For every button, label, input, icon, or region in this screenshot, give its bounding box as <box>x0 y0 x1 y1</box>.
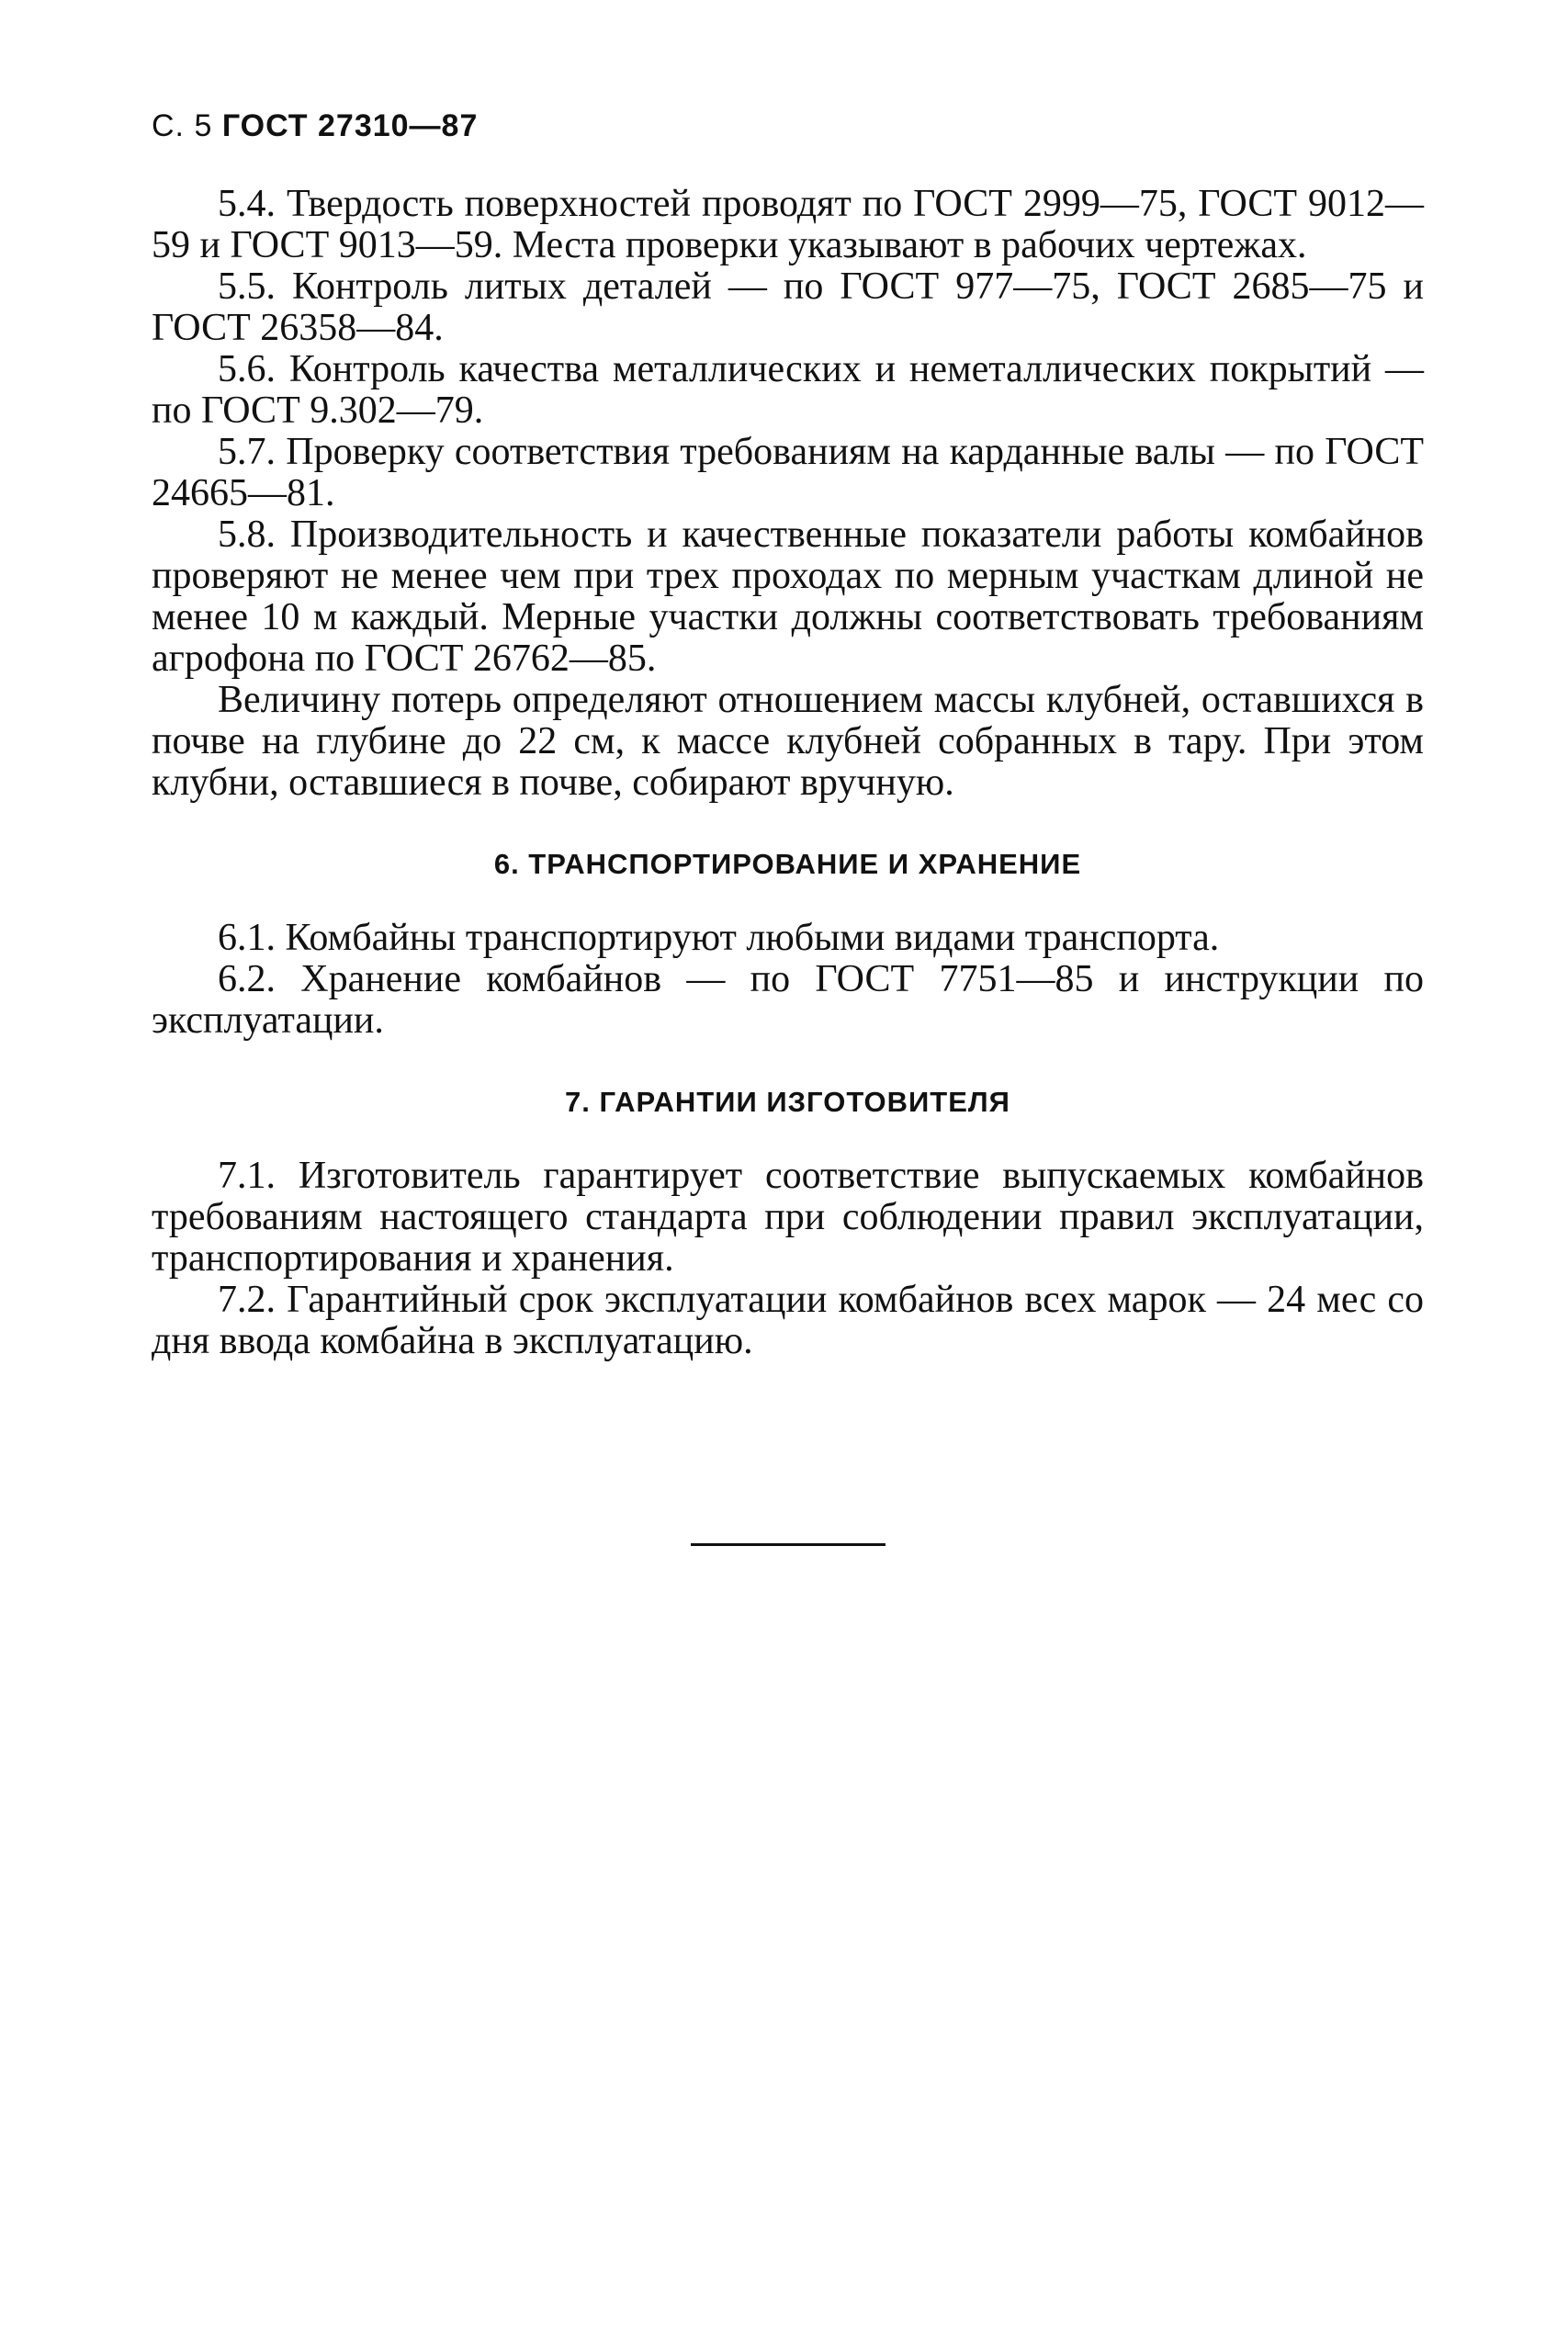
section-7 <box>152 1086 1424 1362</box>
paragraph-6-2: 6.2. Хранение комбайнов — по ГОСТ 7751—85 и инструкции по эксплуатации. <box>152 958 1424 1042</box>
section-6-title: 6. ТРАНСПОРТИРОВАНИЕ И ХРАНЕНИЕ <box>493 848 1082 880</box>
paragraph-6-1: 6.1. Комбайны транспортируют любыми видами транспорта. <box>218 917 1220 959</box>
paragraph-5-7: 5.7. Проверку соответствия требованиям на карданные валы — по ГОСТ 24665—81. <box>152 431 1424 514</box>
standard-designation: ГОСТ 27310—87 <box>221 108 479 143</box>
paragraph-5-8-losses: Величину потерь определяют отношением массы клубней, оставшихся в почве на глубине до 22 см, к массе клубней собранных в тару. При этом клубни, оставшиеся в почве, собирают вручную. <box>152 679 1424 804</box>
document-body <box>152 184 1424 1362</box>
section-7-title: 7. ГАРАНТИИ ИЗГОТОВИТЕЛЯ <box>565 1086 1010 1118</box>
paragraph-5-5: 5.5. Контроль литых деталей — по ГОСТ 977—75, ГОСТ 2685—75 и ГОСТ 26358—84. <box>152 265 1424 349</box>
page-header <box>152 108 478 144</box>
section-5 <box>152 184 1424 804</box>
section-6 <box>152 848 1424 1042</box>
paragraph-7-2: 7.2. Гарантийный срок эксплуатации комбайнов всех марок — 24 мес со дня ввода комбайна в эксплуатацию. <box>152 1279 1424 1362</box>
paragraph-7-1: 7.1. Изготовитель гарантирует соответствие выпускаемых комбайнов требованиям настоящего стандарта при соблюдении правил эксплуатации, транспортирования и хранения. <box>152 1155 1424 1280</box>
end-of-text-rule <box>691 1543 886 1546</box>
paragraph-5-6: 5.6. Контроль качества металлических и неметаллических покрытий — по ГОСТ 9.302—79. <box>152 348 1424 432</box>
page-number: С. 5 <box>152 108 213 143</box>
paragraph-5-4: 5.4. Твердость поверхностей проводят по ГОСТ 2999—75, ГОСТ 9012—59 и ГОСТ 9013—59. Места проверки указывают в рабочих чертежах. <box>152 183 1424 266</box>
paragraph-5-8: 5.8. Производительность и качественные показатели работы комбайнов проверяют не менее чем при трех проходах по мерным участкам длиной не менее 10 м каждый. Мерные участки должны соответствовать требованиям агрофона по ГОСТ 26762—85. <box>152 513 1424 680</box>
